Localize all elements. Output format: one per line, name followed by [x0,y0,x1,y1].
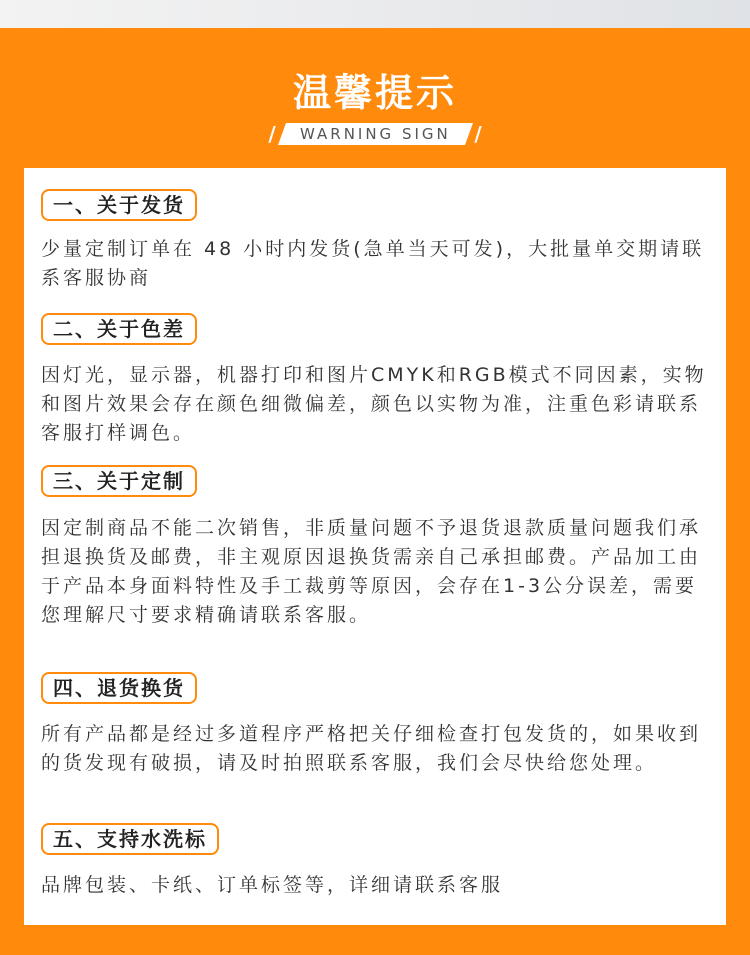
notice-card [24,168,726,925]
subtitle-banner [0,122,750,146]
slash-left-decoration: / [268,122,276,146]
section-title-returns: 四、退货换货 [41,672,197,704]
section-text-returns: 所有产品都是经过多道程序严格把关仔细检查打包发货的，如果收到的货发现有破损，请及时拍照联系客服，我们会尽快给您处理。 [41,723,702,774]
top-banner-strip [0,0,750,28]
page-title: 温馨提示 [292,71,457,115]
slash-right-decoration: / [474,122,482,146]
section-title-wash-label: 五、支持水洗标 [41,823,219,855]
section-text-wash-label: 品牌包装、卡纸、订单标签等，详细请联系客服 [41,874,504,896]
section-text-color-difference: 因灯光，显示器，机器打印和图片CMYK和RGB模式不同因素，实物和图片效果会存在颜色细微偏差，颜色以实物为准，注重色彩请联系客服打样调色。 [41,364,707,444]
warning-sign-label: WARNING SIGN [299,125,451,143]
section-title-customization: 三、关于定制 [41,465,197,497]
section-title-color-difference: 二、关于色差 [41,313,197,345]
warning-sign-bar [278,123,473,145]
section-title-shipping: 一、关于发货 [41,189,197,221]
section-text-customization: 因定制商品不能二次销售，非质量问题不予退货退款质量问题我们承担退换货及邮费，非主观原因退换货需亲自己承担邮费。产品加工由于产品本身面料特性及手工裁剪等原因，会存在1-3公分误差，需要您理解尺寸要求精确请联系客服。 [41,517,702,626]
section-text-shipping: 少量定制订单在 48 小时内发货(急单当天可发)，大批量单交期请联系客服协商 [41,238,705,289]
